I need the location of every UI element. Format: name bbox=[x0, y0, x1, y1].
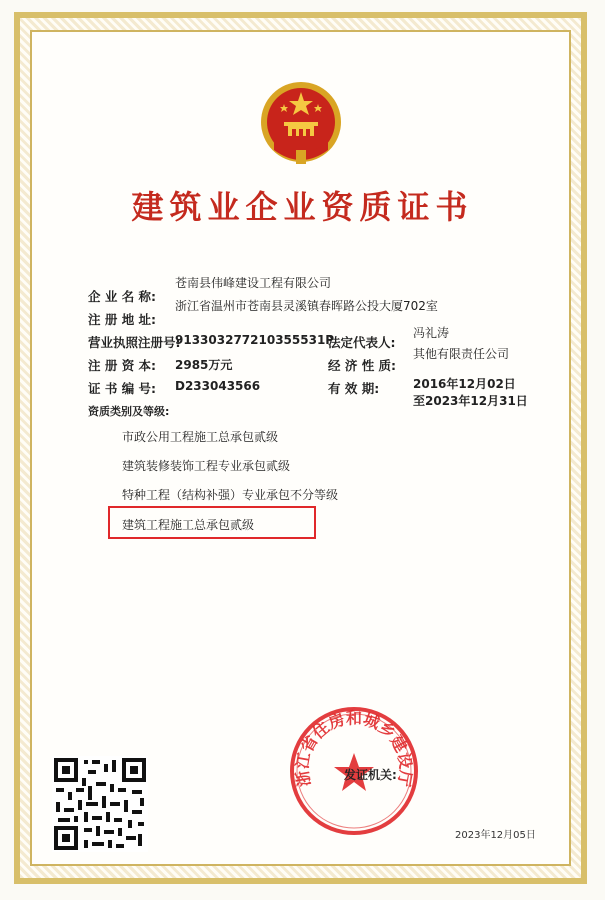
capital-label: 注 册 资 本: bbox=[88, 358, 157, 373]
validity-from: 2016年12月02日 bbox=[413, 377, 516, 391]
certificate-title: 建筑业企业资质证书 bbox=[131, 188, 474, 226]
address-value: 浙江省温州市苍南县灵溪镇春晖路公投大厦702室 bbox=[175, 299, 438, 313]
issuer-label: 发证机关: bbox=[344, 768, 397, 782]
national-emblem-icon bbox=[258, 78, 344, 170]
license-label: 营业执照注册号: bbox=[88, 335, 181, 350]
address-label: 注 册 地 址: bbox=[88, 312, 157, 327]
capital-value: 2985万元 bbox=[175, 358, 233, 372]
svg-text:浙江省住房和城乡建设厅: 浙江省住房和城乡建设厅 bbox=[292, 708, 416, 789]
qualification-item: 市政公用工程施工总承包贰级 bbox=[122, 430, 279, 444]
qr-code-icon bbox=[52, 756, 148, 852]
nature-value: 其他有限责任公司 bbox=[413, 347, 510, 361]
qualification-item: 特种工程（结构补强）专业承包不分等级 bbox=[122, 488, 339, 502]
legal-rep-label: 法定代表人: bbox=[328, 335, 396, 350]
qualification-label: 资质类别及等级: bbox=[88, 405, 170, 418]
license-value: 913303277210355531P bbox=[175, 333, 335, 347]
company-name-value: 苍南县伟峰建设工程有限公司 bbox=[175, 276, 332, 290]
cert-no-value: D233043566 bbox=[175, 379, 261, 393]
issue-date: 2023年12月05日 bbox=[455, 830, 536, 841]
highlight-box bbox=[108, 506, 316, 539]
qualification-item: 建筑工程施工总承包贰级 bbox=[122, 518, 255, 532]
qualification-item: 建筑装修装饰工程专业承包贰级 bbox=[122, 459, 291, 473]
cert-no-label: 证 书 编 号: bbox=[88, 381, 157, 396]
validity-label: 有 效 期: bbox=[328, 381, 380, 396]
nature-label: 经 济 性 质: bbox=[328, 358, 397, 373]
company-name-label: 企 业 名 称: bbox=[88, 289, 157, 304]
legal-rep-value: 冯礼涛 bbox=[413, 326, 450, 340]
validity-to: 至2023年12月31日 bbox=[413, 394, 528, 408]
